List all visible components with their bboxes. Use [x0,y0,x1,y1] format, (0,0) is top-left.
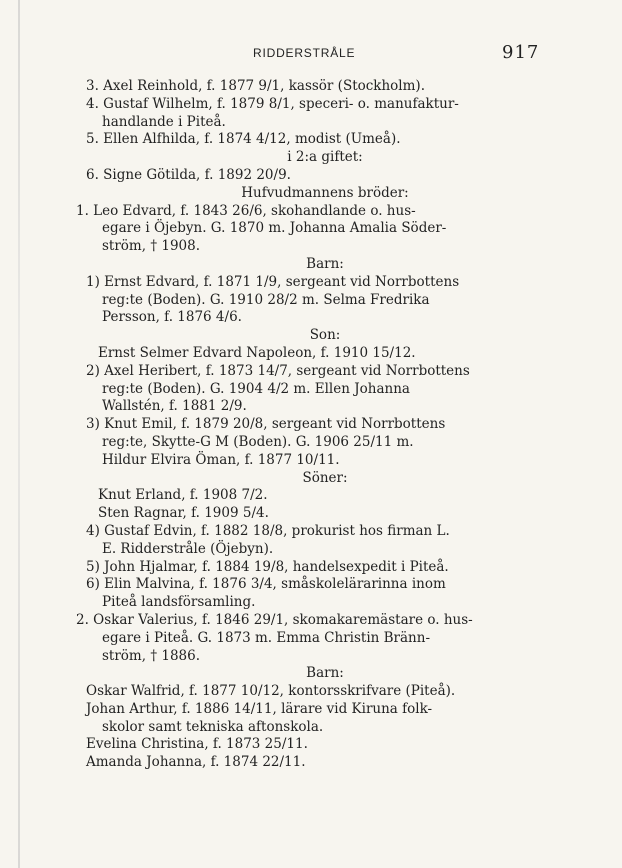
genealogy-text [76,78,564,772]
entry-line: Johan Arthur, f. 1886 14/11, lärare vid Kiruna folk- [86,700,433,717]
entry-line: Amanda Johanna, f. 1874 22/11. [86,754,306,771]
entry-line: 1. Leo Edvard, f. 1843 26/6, skohandlande o. hus- [76,202,416,219]
entry-line: Hildur Elvira Öman, f. 1877 10/11. [102,451,340,468]
page-number: 917 [502,42,540,63]
entry-line: Knut Erland, f. 1908 7/2. [98,487,268,504]
entry-line: Wallstén, f. 1881 2/9. [102,398,247,415]
entry-line: 5) John Hjalmar, f. 1884 19/8, handelsexpedit i Piteå. [86,558,449,575]
entry-line: 4) Gustaf Edvin, f. 1882 18/8, prokurist hos firman L. [86,522,450,539]
entry-line: reg:te, Skytte-G M (Boden). G. 1906 25/11 m. [102,433,414,450]
entry-line: handlande i Piteå. [102,113,226,130]
entry-line: 4. Gustaf Wilhelm, f. 1879 8/1, speceri- o. manufaktur- [86,95,459,112]
entry-line: skolor samt tekniska aftonskola. [102,718,324,735]
entry-line: 5. Ellen Alfhilda, f. 1874 4/12, modist (Umeå). [86,131,401,148]
entry-line: reg:te (Boden). G. 1910 28/2 m. Selma Fredrika [102,291,430,308]
page-header [0,42,622,66]
entry-line: reg:te (Boden). G. 1904 4/2 m. Ellen Johanna [102,380,410,397]
sub-heading: Barn: [306,665,344,682]
entry-line: Persson, f. 1876 4/6. [102,309,242,326]
page-edge-line [18,0,20,868]
entry-line: 2) Axel Heribert, f. 1873 14/7, sergeant vid Norrbottens [86,362,470,379]
sub-heading: Söner: [302,469,348,486]
entry-line: egare i Öjebyn. G. 1870 m. Johanna Amalia Söder- [102,220,447,237]
entry-line: ström, † 1886. [102,647,201,664]
entry-line: 3. Axel Reinhold, f. 1877 9/1, kassör (Stockholm). [86,78,425,94]
sub-heading: Barn: [306,255,344,272]
entry-line: 2. Oskar Valerius, f. 1846 29/1, skomakaremästare o. hus- [76,611,473,628]
sub-heading: Hufvudmannens bröder: [241,184,409,201]
entry-line: 6) Elin Malvina, f. 1876 3/4, småskolelärarinna inom [86,576,446,593]
entry-line: 6. Signe Götilda, f. 1892 20/9. [86,166,291,183]
entry-line: ström, † 1908. [102,238,201,255]
entry-line: E. Ridderstråle (Öjebyn). [102,540,274,557]
entry-line: Ernst Selmer Edvard Napoleon, f. 1910 15/12. [98,344,416,361]
sub-heading: Son: [309,327,341,344]
entry-line: Piteå landsförsamling. [102,594,256,611]
sub-heading: i 2:a giftet: [287,149,363,166]
entry-line: egare i Piteå. G. 1873 m. Emma Christin Bränn- [102,629,431,646]
entry-line: Sten Ragnar, f. 1909 5/4. [98,505,269,522]
running-head: RIDDERSTRÅLE [253,46,356,60]
entry-line: 3) Knut Emil, f. 1879 20/8, sergeant vid Norrbottens [86,416,446,433]
entry-line: 1) Ernst Edvard, f. 1871 1/9, sergeant vid Norrbottens [86,273,460,290]
entry-line: Oskar Walfrid, f. 1877 10/12, kontorsskrifvare (Piteå). [86,683,456,700]
entry-line: Evelina Christina, f. 1873 25/11. [86,736,308,753]
